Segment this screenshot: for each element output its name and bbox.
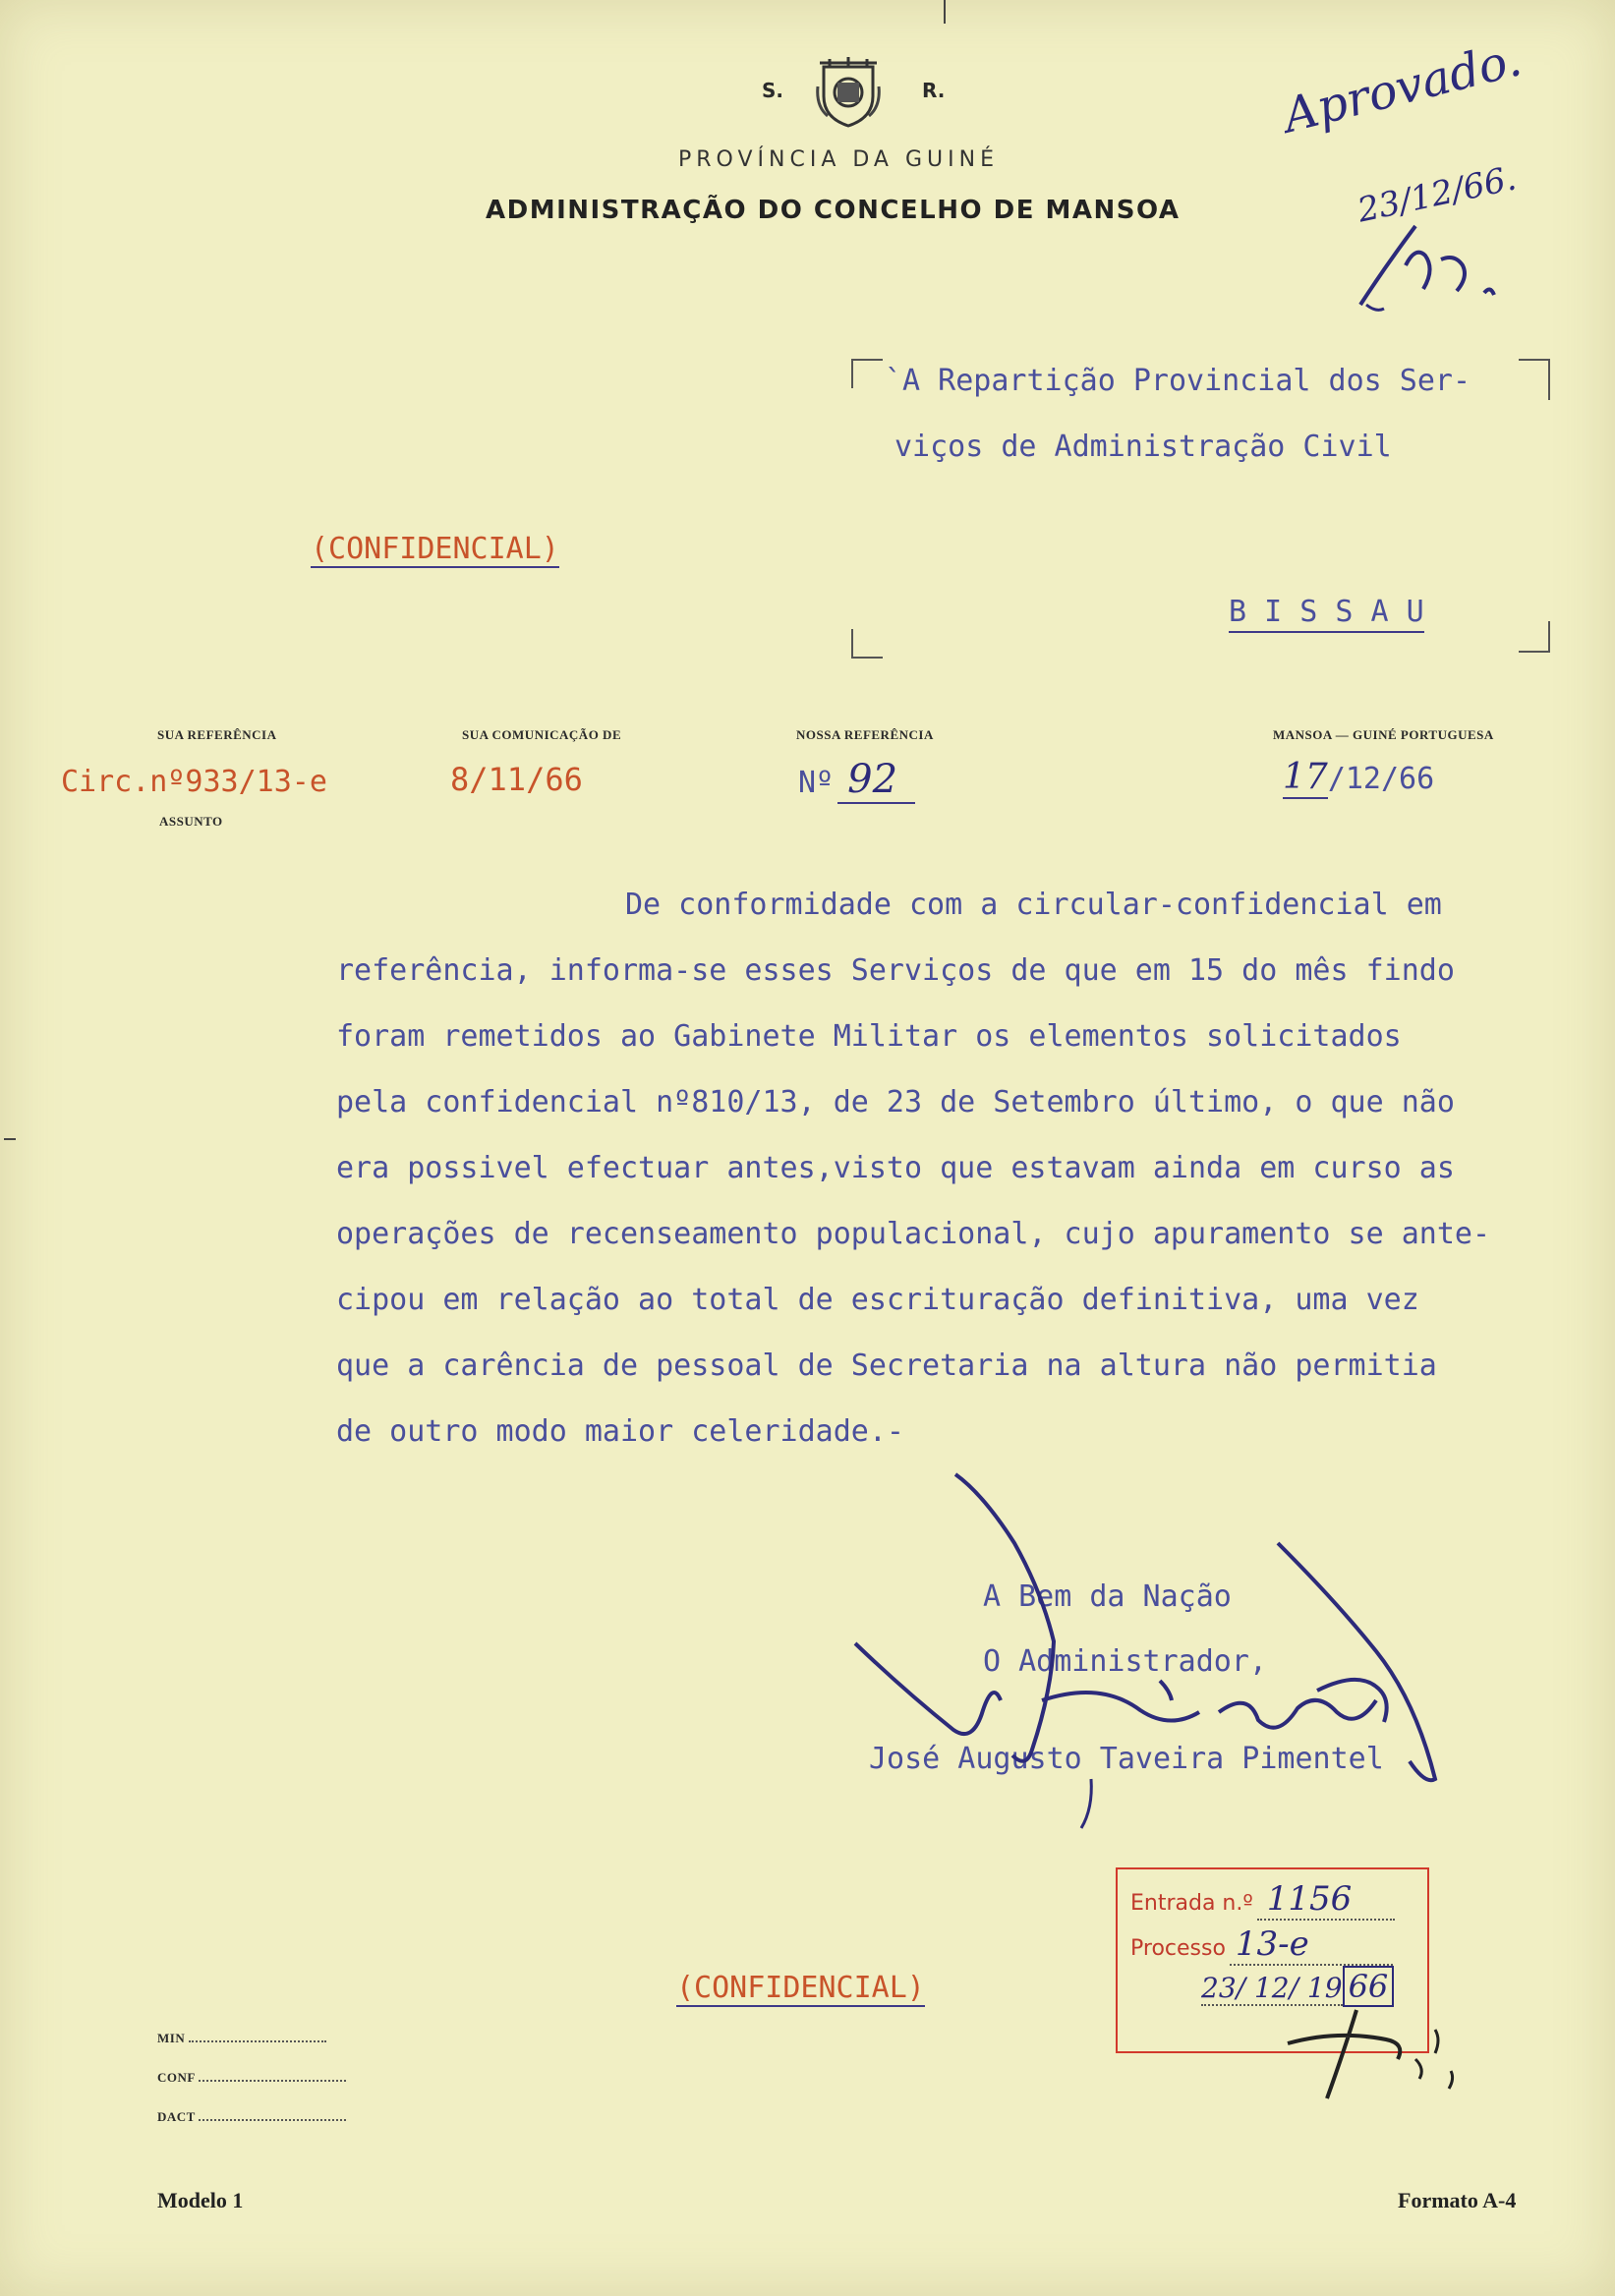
classification-top-text: (CONFIDENCIAL) bbox=[311, 532, 559, 566]
footer-field-min-label: MIN bbox=[157, 2031, 186, 2045]
administrator-signature bbox=[845, 1455, 1474, 1848]
stamp-processo-row bbox=[1130, 1924, 1393, 1966]
nossa-referencia-number: 92 bbox=[837, 757, 915, 804]
nossa-referencia-label: NOSSA REFERÊNCIA bbox=[796, 727, 934, 742]
footer-formato: Formato A-4 bbox=[1398, 2188, 1517, 2212]
footer-field-conf bbox=[157, 2070, 346, 2086]
sua-referencia-value: Circ.nº933/13-e bbox=[61, 765, 327, 799]
body-line-6: operações de recenseamento populacional, cujo apuramento se ante- bbox=[336, 1217, 1490, 1251]
stamp-entrada-row bbox=[1130, 1879, 1395, 1921]
sua-referencia-label: SUA REFERÊNCIA bbox=[157, 727, 277, 742]
footer-field-conf-label: CONF bbox=[157, 2070, 196, 2085]
assunto-label: ASSUNTO bbox=[159, 814, 223, 829]
addressee-corner-br bbox=[1519, 621, 1550, 653]
body-line-2: referência, informa-se esses Serviços de que em 15 do mês findo bbox=[336, 953, 1455, 988]
body-line-9: de outro modo maior celeridade.- bbox=[336, 1414, 904, 1449]
nossa-referencia-prefix: Nº bbox=[798, 766, 835, 800]
footer-field-conf-line bbox=[199, 2080, 346, 2082]
stamp-year-value: 66 bbox=[1343, 1966, 1395, 2007]
footer-field-dact bbox=[157, 2109, 346, 2125]
handwritten-initials-mark bbox=[1347, 206, 1543, 324]
s-letter: S. bbox=[762, 79, 784, 102]
addressee-corner-tl bbox=[851, 359, 883, 388]
stamp-initials-mark bbox=[1268, 2000, 1474, 2108]
handwritten-approval: Aprovado. bbox=[1278, 31, 1528, 144]
fold-mark-top bbox=[944, 0, 946, 24]
closing-line-1: A Bem da Nação bbox=[983, 1579, 1232, 1614]
classification-bottom-text: (CONFIDENCIAL) bbox=[676, 1971, 925, 2005]
place-date-day: 17 bbox=[1283, 757, 1328, 797]
stamp-processo-label: Processo bbox=[1130, 1936, 1226, 1961]
body-line-7: cipou em relação ao total de escrituração definitiva, uma vez bbox=[336, 1283, 1419, 1317]
footer-modelo: Modelo 1 bbox=[157, 2188, 244, 2212]
coat-of-arms-emblem bbox=[816, 57, 881, 130]
punch-mark-left bbox=[4, 1138, 16, 1140]
handwritten-approval-date: 23/12/66. bbox=[1354, 158, 1520, 231]
stamp-entrada-label: Entrada n.º bbox=[1130, 1891, 1253, 1916]
stamp-entrada-value: 1156 bbox=[1257, 1879, 1395, 1921]
body-line-1: De conformidade com a circular-confidencial em bbox=[625, 888, 1442, 922]
place-label: MANSOA — GUINÉ PORTUGUESA bbox=[1273, 727, 1494, 742]
sua-comunicacao-label: SUA COMUNICAÇÃO DE bbox=[462, 727, 622, 742]
classification-top bbox=[311, 532, 559, 566]
footer-field-dact-line bbox=[199, 2119, 346, 2121]
sua-comunicacao-value: 8/11/66 bbox=[450, 761, 583, 798]
addressee-line-2: viços de Administração Civil bbox=[894, 430, 1392, 464]
addressee-corner-tr bbox=[1519, 359, 1550, 400]
place-date-group bbox=[1283, 757, 1434, 797]
footer-field-min bbox=[157, 2031, 326, 2046]
r-letter: R. bbox=[922, 79, 946, 102]
province-title: PROVÍNCIA DA GUINÉ bbox=[678, 147, 999, 172]
place-date-rest: /12/66 bbox=[1327, 762, 1435, 796]
body-line-5: era possivel efectuar antes,visto que estavam ainda em curso as bbox=[336, 1151, 1455, 1185]
addressee-corner-bl bbox=[851, 629, 883, 659]
addressee-line-1: `A Repartição Provincial dos Ser- bbox=[885, 364, 1471, 398]
classification-bottom bbox=[676, 1971, 925, 2005]
stamp-processo-value: 13-e bbox=[1230, 1924, 1393, 1966]
addressee-city: B I S S A U bbox=[1229, 595, 1424, 633]
administration-title: ADMINISTRAÇÃO DO CONCELHO DE MANSOA bbox=[486, 196, 1181, 225]
nossa-referencia-value-group bbox=[798, 757, 915, 802]
body-line-4: pela confidencial nº810/13, de 23 de Setembro último, o que não bbox=[336, 1085, 1455, 1119]
footer-field-dact-label: DACT bbox=[157, 2109, 196, 2124]
closing-name: José Augusto Taveira Pimentel bbox=[869, 1742, 1384, 1776]
stamp-date-value: 23/ 12/ 19 bbox=[1201, 1972, 1343, 2004]
closing-line-2: O Administrador, bbox=[983, 1644, 1267, 1679]
body-line-8: que a carência de pessoal de Secretaria na altura não permitia bbox=[336, 1349, 1437, 1383]
footer-field-min-line bbox=[189, 2040, 326, 2042]
body-line-3: foram remetidos ao Gabinete Militar os elementos solicitados bbox=[336, 1019, 1402, 1054]
